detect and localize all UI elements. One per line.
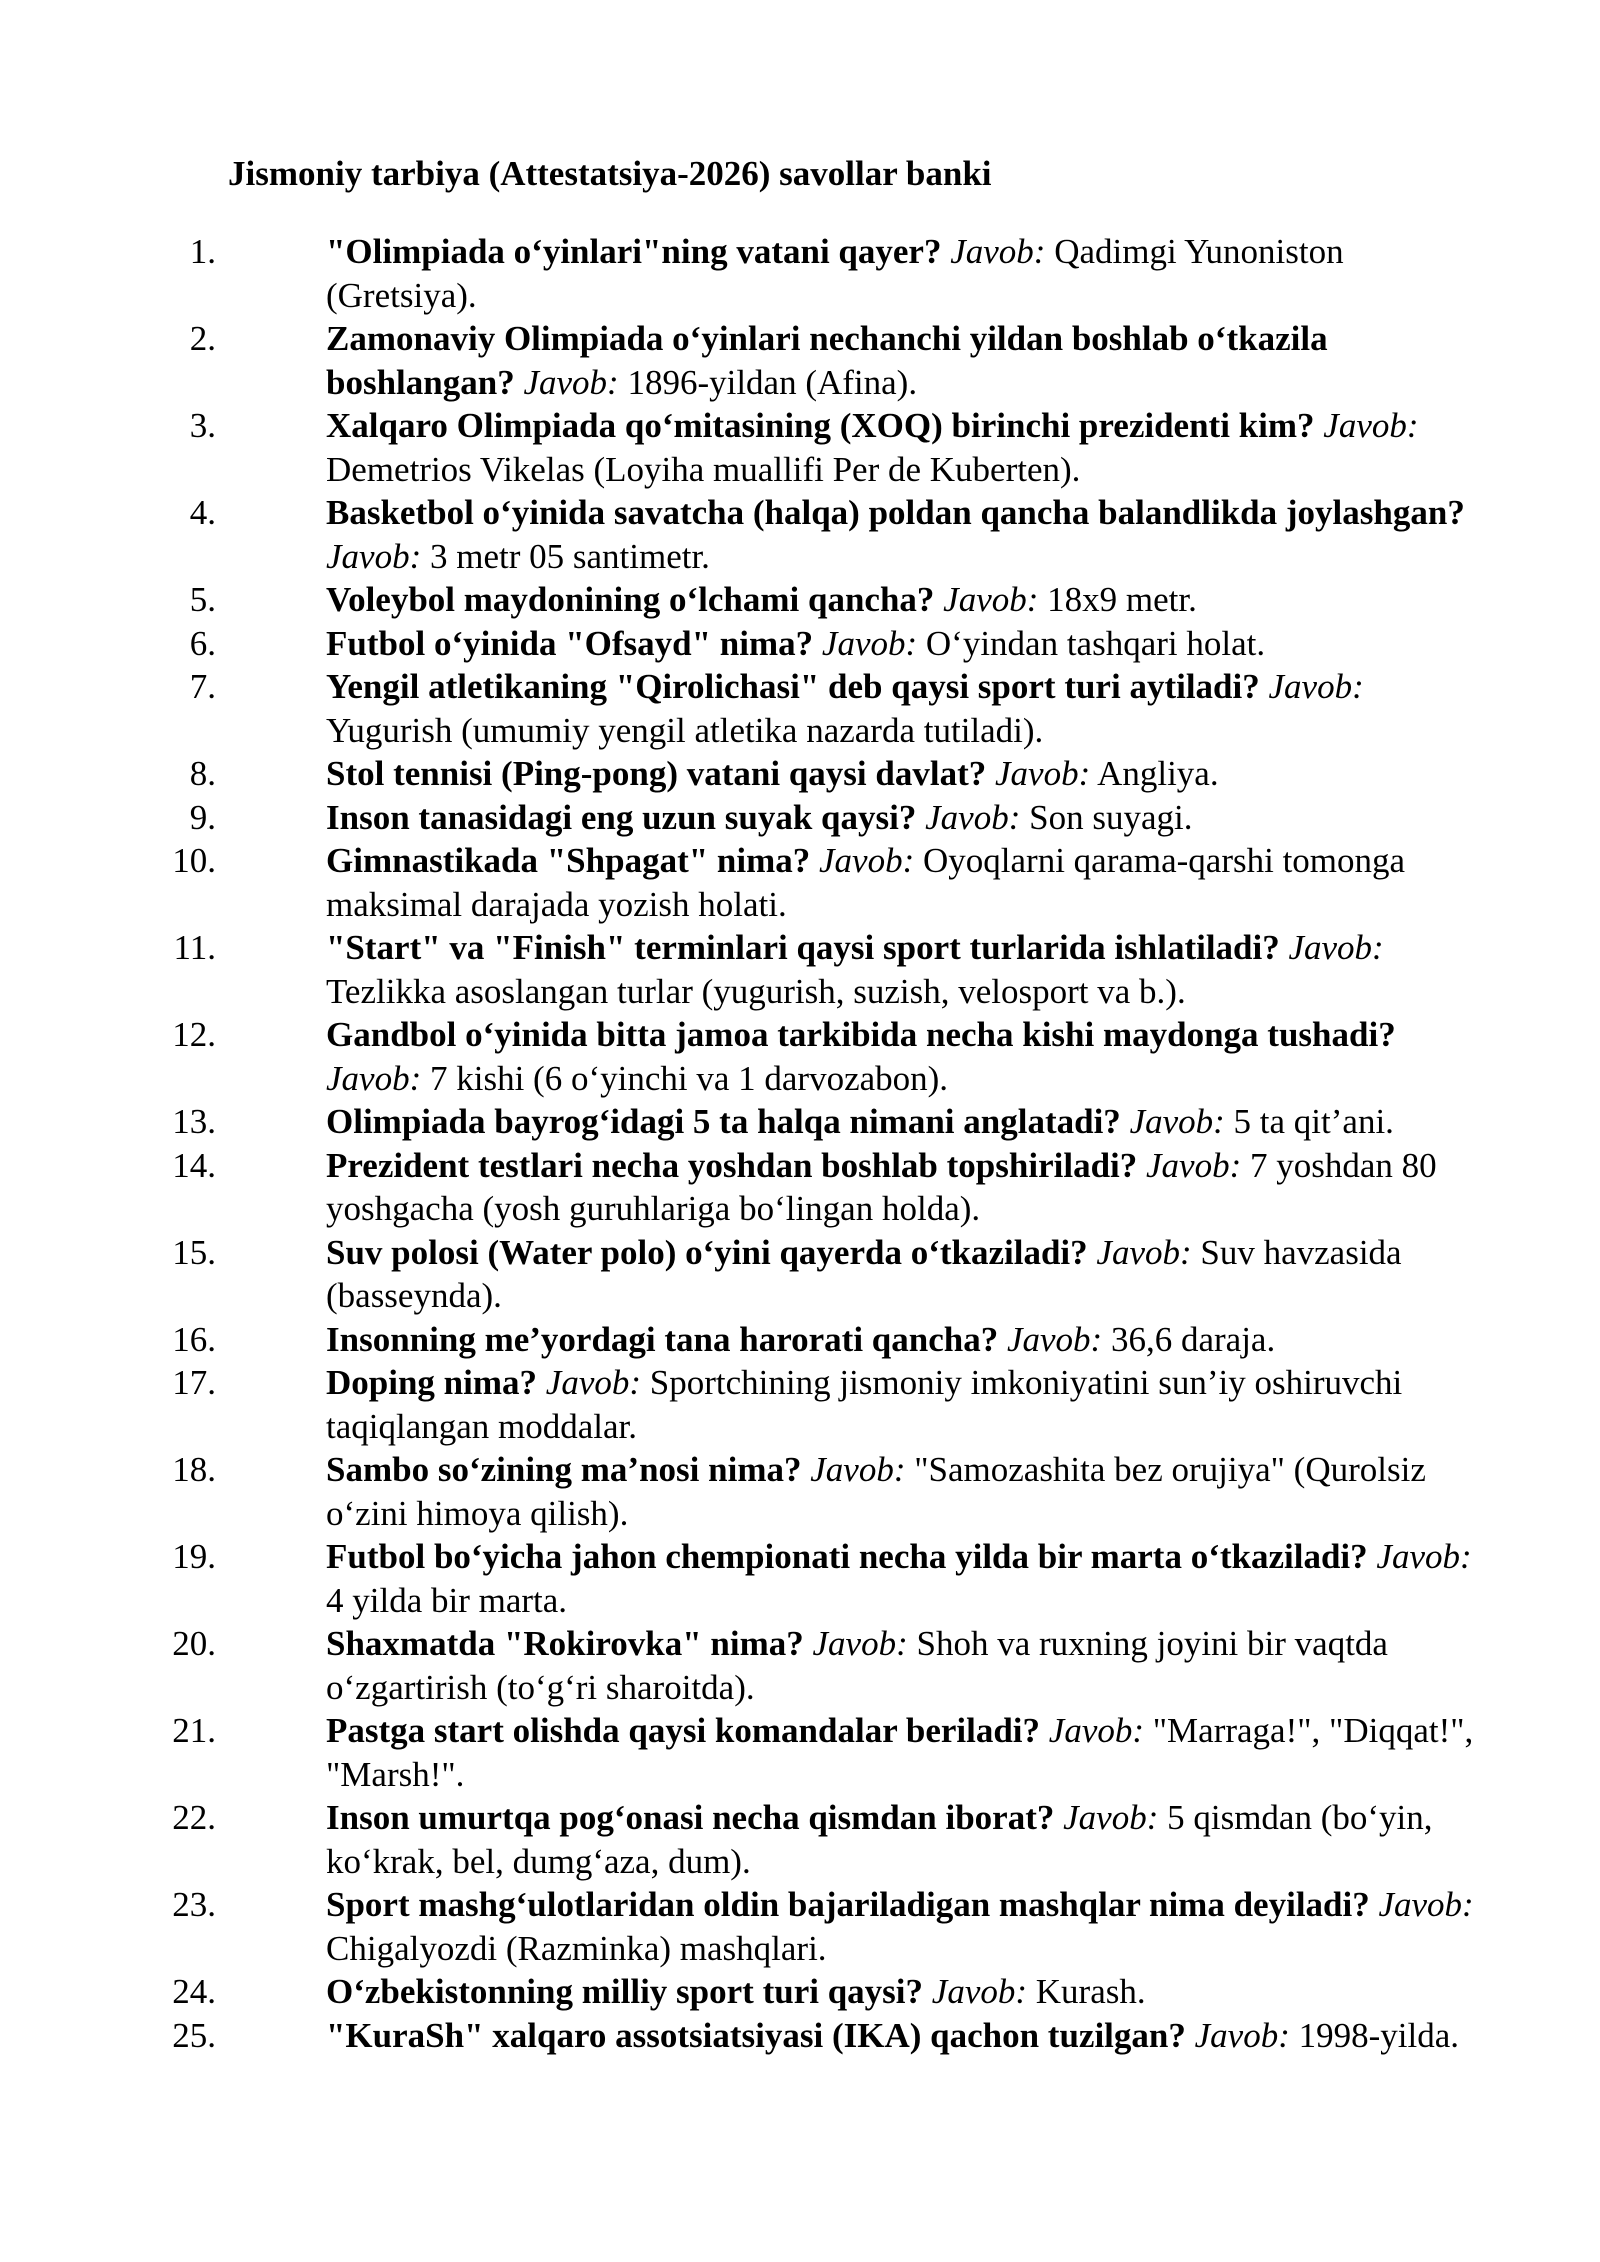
answer-label: Javob:: [810, 1450, 906, 1489]
question-number: 22.: [172, 1798, 216, 1837]
question-number: 10.: [172, 841, 216, 880]
answer-text: Shoh va ruxning joyini bir vaqtda o‘zgartirish (to‘g‘ri sharoitda).: [326, 1624, 1388, 1707]
answer-label: Javob:: [931, 1972, 1028, 2011]
question-item: [0, 578, 1496, 622]
answer-text: 3 metr 05 santimetr.: [429, 536, 710, 576]
answer-label: Javob:: [1129, 1102, 1225, 1141]
question-text: Yengil atletikaning "Qirolichasi" deb qaysi sport turi aytiladi?: [326, 667, 1260, 706]
question-number: 17.: [172, 1363, 216, 1402]
answer-label: Javob:: [1063, 1798, 1159, 1837]
answer-text: 18x9 metr.: [1047, 580, 1197, 619]
question-list: [0, 230, 1600, 2057]
answer-text: Demetrios Vikelas (Loyiha muallifi Per de Kuberten).: [326, 449, 1081, 489]
question-text: Olimpiada bayrog‘idagi 5 ta halqa nimani anglatadi?: [326, 1102, 1121, 1141]
question-text: Futbol o‘yinida "Ofsayd" nima?: [326, 623, 814, 663]
question-number: 11.: [173, 928, 216, 967]
question-item: [0, 1144, 1496, 1231]
answer-label: Javob:: [995, 754, 1091, 793]
question-number: 18.: [172, 1450, 216, 1489]
question-item: [0, 752, 1496, 796]
question-text: Doping nima?: [326, 1363, 538, 1402]
answer-label: Javob:: [950, 232, 1046, 271]
question-item: [0, 1883, 1496, 1970]
question-item: [0, 1231, 1496, 1318]
question-item: [0, 839, 1496, 926]
answer-label: Javob:: [523, 362, 619, 402]
question-text: "KuraSh" xalqaro assotsiatsiyasi (IKA) qachon tuzilgan?: [326, 2015, 1186, 2055]
answer-label: Javob:: [1378, 1885, 1474, 1924]
question-text: Zamonaviy Olimpiada o‘yinlari nechanchi yildan boshlab o‘tkazila boshlangan?: [326, 319, 1328, 402]
answer-text: Oyoqlarni qarama-qarshi tomonga maksimal darajada yozish holati.: [326, 841, 1406, 924]
question-number: 1.: [189, 232, 216, 271]
question-number: 8.: [189, 754, 216, 793]
answer-label: Javob:: [925, 797, 1021, 837]
question-number: 4.: [189, 493, 216, 532]
question-item: [0, 1100, 1496, 1144]
question-item: [0, 1709, 1496, 1796]
question-number: 16.: [172, 1319, 216, 1359]
question-text: Stol tennisi (Ping-pong) vatani qaysi davlat?: [326, 754, 987, 793]
question-number: 7.: [189, 667, 216, 706]
answer-text: 36,6 daraja.: [1110, 1319, 1276, 1359]
answer-label: Javob:: [1268, 667, 1364, 706]
answer-text: Chigalyozdi (Razminka) mashqlari.: [326, 1928, 827, 1968]
answer-label: Javob:: [812, 1624, 908, 1663]
answer-text: 5 ta qit’ani.: [1233, 1102, 1394, 1141]
question-text: Pastga start olishda qaysi komandalar beriladi?: [326, 1711, 1041, 1750]
question-text: Inson tanasidagi eng uzun suyak qaysi?: [326, 797, 917, 837]
answer-label: Javob:: [1096, 1232, 1192, 1272]
document-title: Jismoniy tarbiya (Attestatsiya-2026) savollar banki: [228, 154, 992, 193]
question-number: 9.: [189, 797, 216, 837]
question-item: [0, 1796, 1496, 1883]
question-text: Prezident testlari necha yoshdan boshlab topshiriladi?: [326, 1145, 1138, 1185]
answer-label: Javob:: [819, 841, 915, 880]
question-number: 6.: [189, 623, 216, 663]
question-item: [0, 622, 1496, 666]
question-text: Sport mashg‘ulotlaridan oldin bajariladigan mashqlar nima deyiladi?: [326, 1885, 1370, 1924]
question-text: Shaxmatda "Rokirovka" nima?: [326, 1624, 804, 1663]
question-text: Xalqaro Olimpiada qo‘mitasining (XOQ) birinchi prezidenti kim?: [326, 406, 1315, 445]
question-text: Sambo so‘zining ma’nosi nima?: [326, 1450, 802, 1489]
question-text: Basketbol o‘yinida savatcha (halqa) poldan qancha balandlikda joylashgan?: [326, 493, 1465, 532]
question-number: 12.: [172, 1015, 216, 1054]
question-item: [0, 317, 1496, 404]
question-number: 19.: [172, 1537, 216, 1576]
answer-text: Son suyagi.: [1029, 797, 1193, 837]
question-item: [0, 230, 1496, 317]
answer-text: Kurash.: [1035, 1972, 1146, 2011]
question-number: 21.: [172, 1711, 216, 1750]
answer-text: 1998-yilda.: [1298, 2015, 1460, 2055]
question-item: [0, 1448, 1496, 1535]
question-item: [0, 1622, 1496, 1709]
question-item: [0, 404, 1496, 491]
answer-text: 7 kishi (6 o‘yinchi va 1 darvozabon).: [429, 1058, 949, 1098]
answer-text: 5 qismdan (bo‘yin, ko‘krak, bel, dumg‘aza, dum).: [326, 1798, 1433, 1881]
answer-label: Javob:: [1376, 1537, 1472, 1576]
answer-label: Javob:: [326, 536, 422, 576]
question-text: Futbol bo‘yicha jahon chempionati necha yilda bir marta o‘tkaziladi?: [326, 1537, 1368, 1576]
question-text: Suv polosi (Water polo) o‘yini qayerda o‘tkaziladi?: [326, 1232, 1088, 1272]
question-number: 2.: [189, 319, 216, 358]
question-item: [0, 1970, 1496, 2014]
question-text: Gandbol o‘yinida bitta jamoa tarkibida necha kishi maydonga tushadi?: [326, 1015, 1396, 1054]
answer-text: 1896-yildan (Afina).: [627, 362, 918, 402]
question-number: 23.: [172, 1885, 216, 1924]
answer-text: Sportchining jismoniy imkoniyatini sun’iy oshiruvchi taqiqlangan moddalar.: [326, 1363, 1403, 1446]
answer-text: 4 yilda bir marta.: [326, 1580, 568, 1620]
question-item: [0, 2014, 1496, 2058]
question-item: [0, 491, 1496, 578]
answer-text: O‘yindan tashqari holat.: [925, 623, 1266, 663]
answer-text: Tezlikka asoslangan turlar (yugurish, suzish, velosport va b.).: [326, 971, 1186, 1011]
question-item: [0, 796, 1496, 840]
question-item: [0, 1361, 1496, 1448]
question-text: Voleybol maydonining o‘lchami qancha?: [326, 580, 935, 619]
question-item: [0, 1013, 1496, 1100]
answer-label: Javob:: [545, 1363, 642, 1402]
answer-label: Javob:: [1194, 2015, 1290, 2055]
answer-label: Javob:: [1288, 928, 1384, 967]
question-text: "Start" va "Finish" terminlari qaysi sport turlarida ishlatiladi?: [326, 928, 1280, 967]
question-text: O‘zbekistonning milliy sport turi qaysi?: [326, 1972, 924, 2011]
answer-label: Javob:: [1048, 1711, 1145, 1750]
question-number: 25.: [172, 2015, 216, 2055]
question-number: 3.: [189, 406, 216, 445]
answer-label: Javob:: [1006, 1319, 1103, 1359]
question-item: [0, 1535, 1496, 1622]
answer-text: Angliya.: [1097, 754, 1219, 793]
question-text: "Olimpiada o‘yinlari"ning vatani qayer?: [326, 232, 942, 271]
answer-label: Javob:: [1323, 406, 1419, 445]
question-number: 20.: [172, 1624, 216, 1663]
question-item: [0, 665, 1496, 752]
question-number: 5.: [189, 580, 216, 619]
question-number: 14.: [172, 1145, 216, 1185]
question-text: Gimnastikada "Shpagat" nima?: [326, 841, 811, 880]
question-text: Insonning me’yordagi tana harorati qancha?: [326, 1319, 999, 1359]
question-text: Inson umurtqa pog‘onasi necha qismdan iborat?: [326, 1798, 1055, 1837]
answer-text: 7 yoshdan 80 yoshgacha (yosh guruhlariga bo‘lingan holda).: [326, 1145, 1437, 1228]
answer-label: Javob:: [821, 623, 918, 663]
question-item: [0, 926, 1496, 1013]
answer-text: "Marraga!", "Diqqat!", "Marsh!".: [326, 1711, 1474, 1794]
answer-label: Javob:: [1146, 1145, 1242, 1185]
answer-text: Qadimgi Yunoniston (Gretsiya).: [326, 232, 1344, 315]
answer-text: Suv havzasida (basseynda).: [326, 1232, 1402, 1315]
answer-label: Javob:: [326, 1058, 422, 1098]
answer-text: "Samozashita bez orujiya" (Qurolsiz o‘zini himoya qilish).: [326, 1450, 1426, 1533]
question-item: [0, 1318, 1496, 1362]
question-number: 15.: [172, 1232, 216, 1272]
question-number: 24.: [172, 1972, 216, 2011]
question-number: 13.: [172, 1102, 216, 1141]
answer-text: Yugurish (umumiy yengil atletika nazarda tutiladi).: [326, 710, 1044, 750]
answer-label: Javob:: [943, 580, 1039, 619]
